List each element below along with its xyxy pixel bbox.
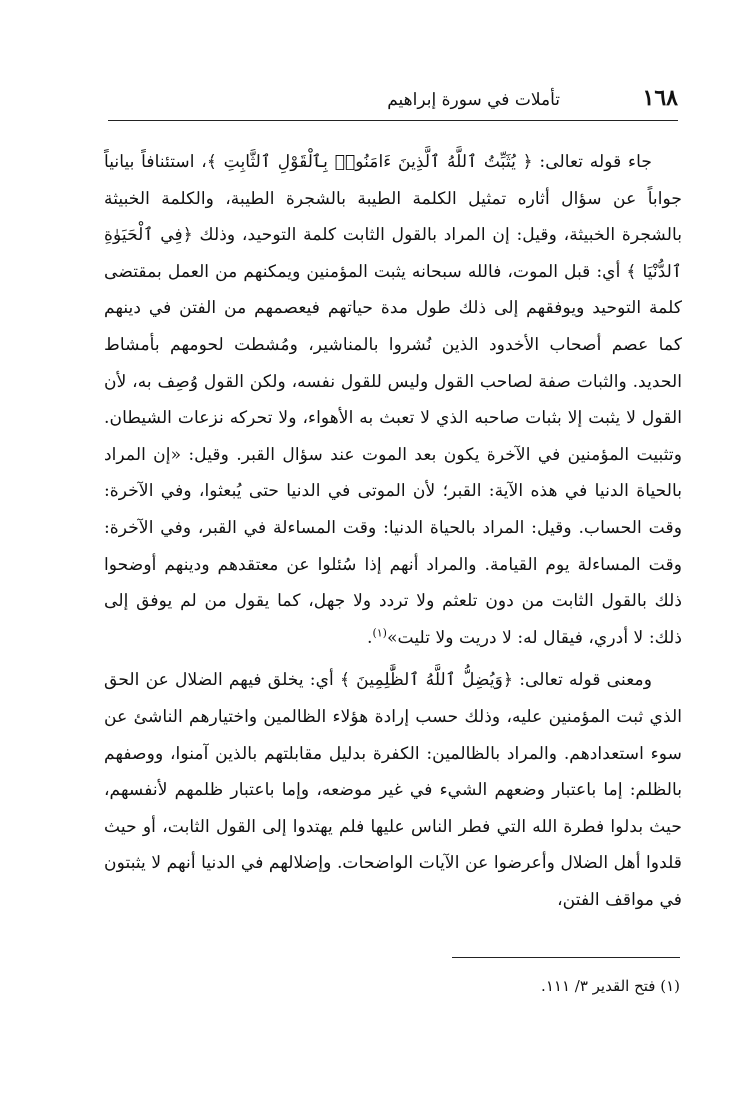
header-rule [108,120,678,121]
paragraph-1: جاء قوله تعالى: ﴿ يُثَبِّتُ ٱللَّهُ ٱلَّذِينَ ءَامَنُوا۟ بِٱلْقَوْلِ ٱلثَّابِتِ ﴾، استئنافاً بيانياً جواباً عن سؤال أثاره تمثيل الكلمة الطيبة بالشجرة الطيبة، والكلمة الخبيثة بالشجرة الخبيثة، وقيل: إن المراد بالقول الثابت كلمة التوحيد، وذلك ﴿فِي ٱلْحَيَوٰةِ ٱلدُّنْيَا ﴾ أي: قبل الموت، فالله سبحانه يثبت المؤمنين ويمكنهم من العمل بمقتضى كلمة التوحيد ويوفقهم إلى ذلك طول مدة حياتهم فيعصمهم من الفتن في دينهم كما عصم أصحاب الأخدود الذين نُشروا بالمناشير، ومُشطت لحومهم بأمشاط الحديد. والثبات صفة لصاحب القول وليس للقول نفسه، ولكن القول وُصِف به، لأن القول لا يثبت إلا بثبات صاحبه الذي لا تعبث به الأهواء، ولا تحركه نزعات الشيطان. وتثبيت المؤمنين في الآخرة يكون بعد الموت عند سؤال القبر. وقيل: «إن المراد بالحياة الدنيا في هذه الآية: القبر؛ لأن الموتى في الدنيا حتى يُبعثوا، وفي الآخرة: وقت الحساب. وقيل: المراد بالحياة الدنيا: وقت المساءلة في القبر، وفي الآخرة: وقت المساءلة يوم القيامة. والمراد أنهم إذا سُئلوا عن معتقدهم ودينهم أوضحوا ذلك بالقول الثابت من دون تلعثم ولا تردد ولا جهل، كما يقول من لم يوفق إلى ذلك: لا أدري، فيقال له: لا دريت ولا تليت»$^{(١)}$. [104,152,682,648]
paragraph-1-text: جاء قوله تعالى: ﴿ يُثَبِّتُ ٱللَّهُ ٱلَّذِينَ ءَامَنُوا۟ بِٱلْقَوْلِ ٱلثَّابِتِ ﴾، استئنافاً بيانياً جواباً عن سؤال أثاره تمثيل الكلمة الطيبة بالشجرة الطيبة، والكلمة الخبيثة بالشجرة الخبيثة، وقيل: إن المراد بالقول الثابت كلمة التوحيد، وذلك ﴿فِي ٱلْحَيَوٰةِ ٱلدُّنْيَا ﴾ أي: قبل الموت، فالله سبحانه يثبت المؤمنين ويمكنهم من العمل بمقتضى كلمة التوحيد ويوفقهم إلى ذلك طول مدة حياتهم فيعصمهم من الفتن في دينهم كما عصم أصحاب الأخدود الذين نُشروا بالمناشير، ومُشطت لحومهم بأمشاط الحديد. والثبات صفة لصاحب القول وليس للقول نفسه، ولكن القول وُصِف به، لأن القول لا يثبت إلا بثبات صاحبه الذي لا تعبث به الأهواء، ولا تحركه نزعات الشيطان. وتثبيت المؤمنين في الآخرة يكون بعد الموت عند سؤال القبر. وقيل: «إن المراد بالحياة الدنيا في هذه الآية: القبر؛ لأن الموتى في الدنيا حتى يُبعثوا، وفي الآخرة: وقت الحساب. وقيل: المراد بالحياة الدنيا: وقت المساءلة في القبر، وفي الآخرة: وقت المساءلة يوم القيامة. والمراد أنهم إذا سُئلوا عن معتقدهم ودينهم أوضحوا ذلك بالقول الثابت من دون تلعثم ولا تردد ولا جهل، كما يقول من لم يوفق إلى ذلك: لا أدري، فيقال له: لا دريت ولا تليت» [104,152,682,648]
page-number: ١٦٨ [642,85,678,111]
page-header [108,85,678,114]
footnote-separator [452,957,680,958]
footnote: (١) فتح القدير ٣/ ١١١. [541,977,680,995]
paragraph-2-text: ومعنى قوله تعالى: ﴿وَيُضِلُّ ٱللَّهُ ٱلظَّٰلِمِينَ ﴾ أي: يخلق فيهم الضلال عن الحق الذي ثبت المؤمنين عليه، وذلك حسب إرادة هؤلاء الظالمين واختيارهم الناشئ عن سوء استعدادهم. والمراد بالظالمين: الكفرة بدليل مقابلتهم بالذين آمنوا، ووصفهم بالظلم: إما باعتبار وضعهم الشيء في غير موضعه، وإما باعتبار ظلمهم لأنفسهم، حيث بدلوا فطرة الله التي فطر الناس عليها فلم يهتدوا إلى القول الثابت، أو حيث قلدوا أهل الضلال وأعرضوا عن الآيات الواضحات. وإضلالهم في الدنيا أنهم لا يثبتون في مواقف الفتن، [104,670,682,910]
main-text [104,144,682,918]
running-title: تأملات في سورة إبراهيم [387,90,560,110]
footnote-reference: (١) [372,625,387,639]
paragraph-2 [104,662,682,918]
